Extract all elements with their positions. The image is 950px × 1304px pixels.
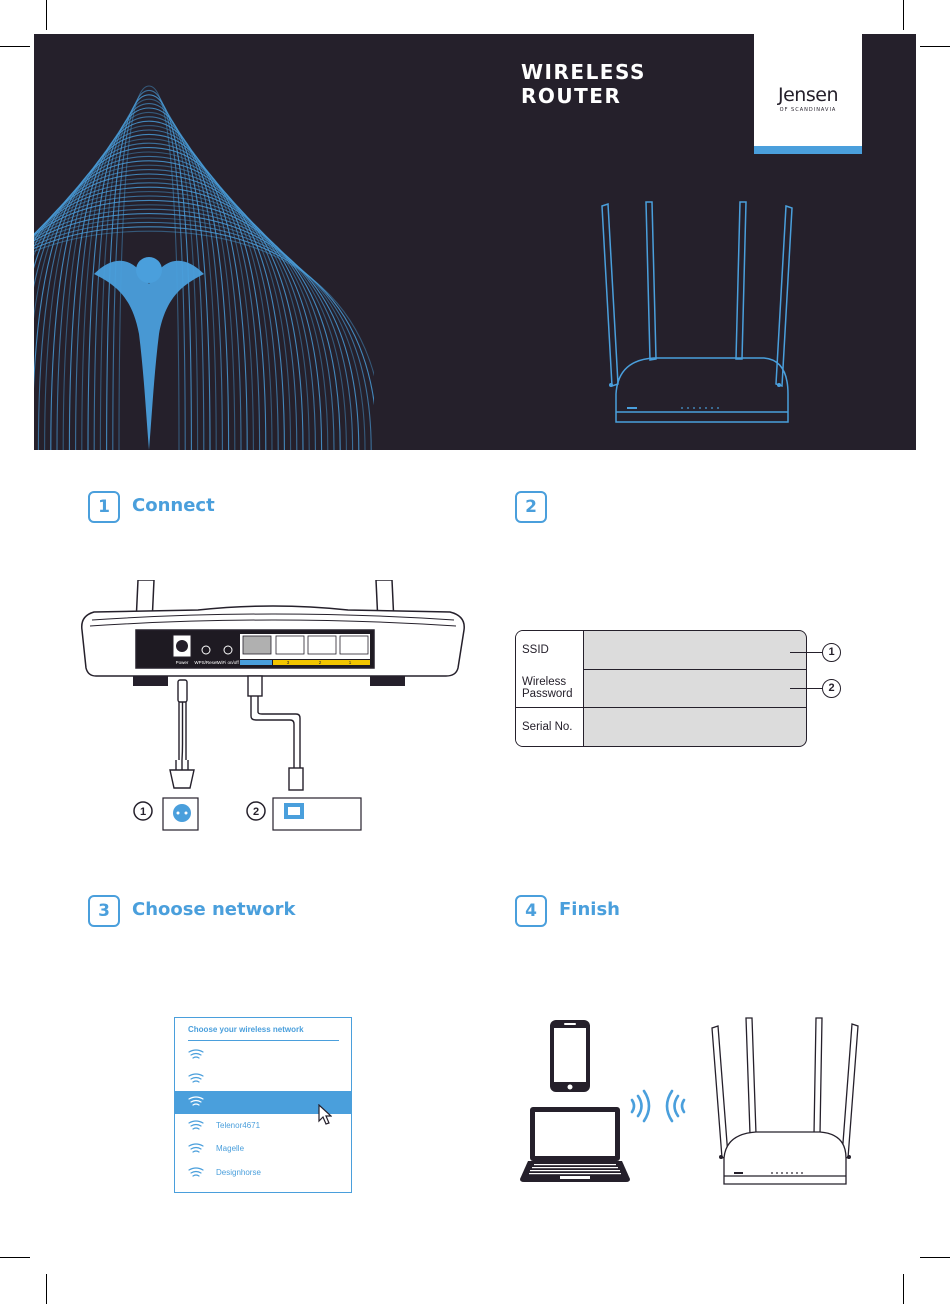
- port-label-wps: WPS/Reset: [194, 660, 218, 665]
- crop-mark: [903, 1274, 904, 1304]
- brand-logo: [754, 34, 862, 154]
- label-row-serial: [516, 708, 806, 746]
- label-ssid: SSID: [516, 631, 584, 669]
- crop-mark: [46, 0, 47, 30]
- table-callout-2: 2: [822, 679, 841, 698]
- brand-accent-bar: [754, 146, 862, 154]
- step-3-title: Choose network: [132, 899, 296, 920]
- port-label-power: Power: [175, 660, 189, 665]
- network-list-item[interactable]: [175, 1162, 351, 1185]
- laptop-icon: [520, 1105, 630, 1183]
- wireless-signal-icon: [628, 1088, 688, 1124]
- mouse-cursor-icon: [318, 1104, 332, 1126]
- product-title: [521, 60, 646, 108]
- wifi-icon: [188, 1049, 204, 1061]
- abstract-line-art: [34, 34, 374, 450]
- crop-mark: [920, 1257, 950, 1258]
- network-name: Magelle: [216, 1144, 245, 1153]
- wifi-icon: [188, 1143, 204, 1155]
- step-3-number: 3: [88, 895, 120, 927]
- hero-arc-line: [34, 174, 303, 450]
- network-name: Designhorse: [216, 1167, 261, 1177]
- label-row-password: [516, 669, 806, 708]
- step-1-title: Connect: [132, 495, 215, 516]
- port-label-lan3: 3: [286, 660, 290, 665]
- wall-socket-icon: [163, 798, 198, 830]
- smartphone-icon: [548, 1018, 592, 1094]
- label-row-ssid: [516, 631, 806, 670]
- label-wireless-password: Wireless Password: [516, 669, 584, 707]
- hero-banner: [34, 34, 916, 450]
- crop-mark: [46, 1274, 47, 1304]
- wifi-icon: [188, 1167, 204, 1179]
- divider: [188, 1040, 339, 1041]
- brand-name: Jensen: [778, 84, 838, 106]
- step-4-title: Finish: [559, 899, 620, 920]
- table-callout-1: 1: [822, 643, 841, 662]
- step-4-number: 4: [515, 895, 547, 927]
- port-label-lan2: 2: [318, 660, 322, 665]
- wifi-icon: [188, 1073, 204, 1085]
- port-label-lan1: 1: [348, 660, 352, 665]
- connect-callout-2: 2: [252, 806, 260, 818]
- callout-line: [790, 688, 822, 689]
- crop-mark: [903, 0, 904, 30]
- callout-line: [790, 652, 822, 653]
- network-name: Telenor4671: [216, 1120, 261, 1130]
- network-list-item[interactable]: [175, 1138, 351, 1161]
- product-title-line1: WIRELESS: [521, 60, 646, 84]
- port-label-wifi: WiFi on/off: [217, 660, 239, 665]
- crop-mark: [0, 46, 30, 47]
- connect-callout-1: 1: [139, 806, 147, 818]
- step-2-number: 2: [515, 491, 547, 523]
- brand-subtitle: OF SCANDINAVIA: [779, 107, 837, 113]
- router-label-table: [515, 630, 807, 747]
- ethernet-wall-port-icon: [273, 798, 361, 830]
- network-list-item[interactable]: [175, 1044, 351, 1067]
- router-illustration-icon: [594, 194, 844, 434]
- router-icon: [706, 1016, 866, 1188]
- product-title-line2: ROUTER: [521, 84, 622, 108]
- network-list-item[interactable]: [175, 1068, 351, 1091]
- network-list-title: Choose your wireless network: [188, 1025, 304, 1034]
- router-back-panel-illustration: [78, 580, 472, 840]
- step-1-number: 1: [88, 491, 120, 523]
- wifi-icon: [188, 1120, 204, 1132]
- crop-mark: [0, 1257, 30, 1258]
- crop-mark: [920, 46, 950, 47]
- wifi-icon: [188, 1096, 204, 1108]
- label-serial-no: Serial No.: [516, 708, 584, 746]
